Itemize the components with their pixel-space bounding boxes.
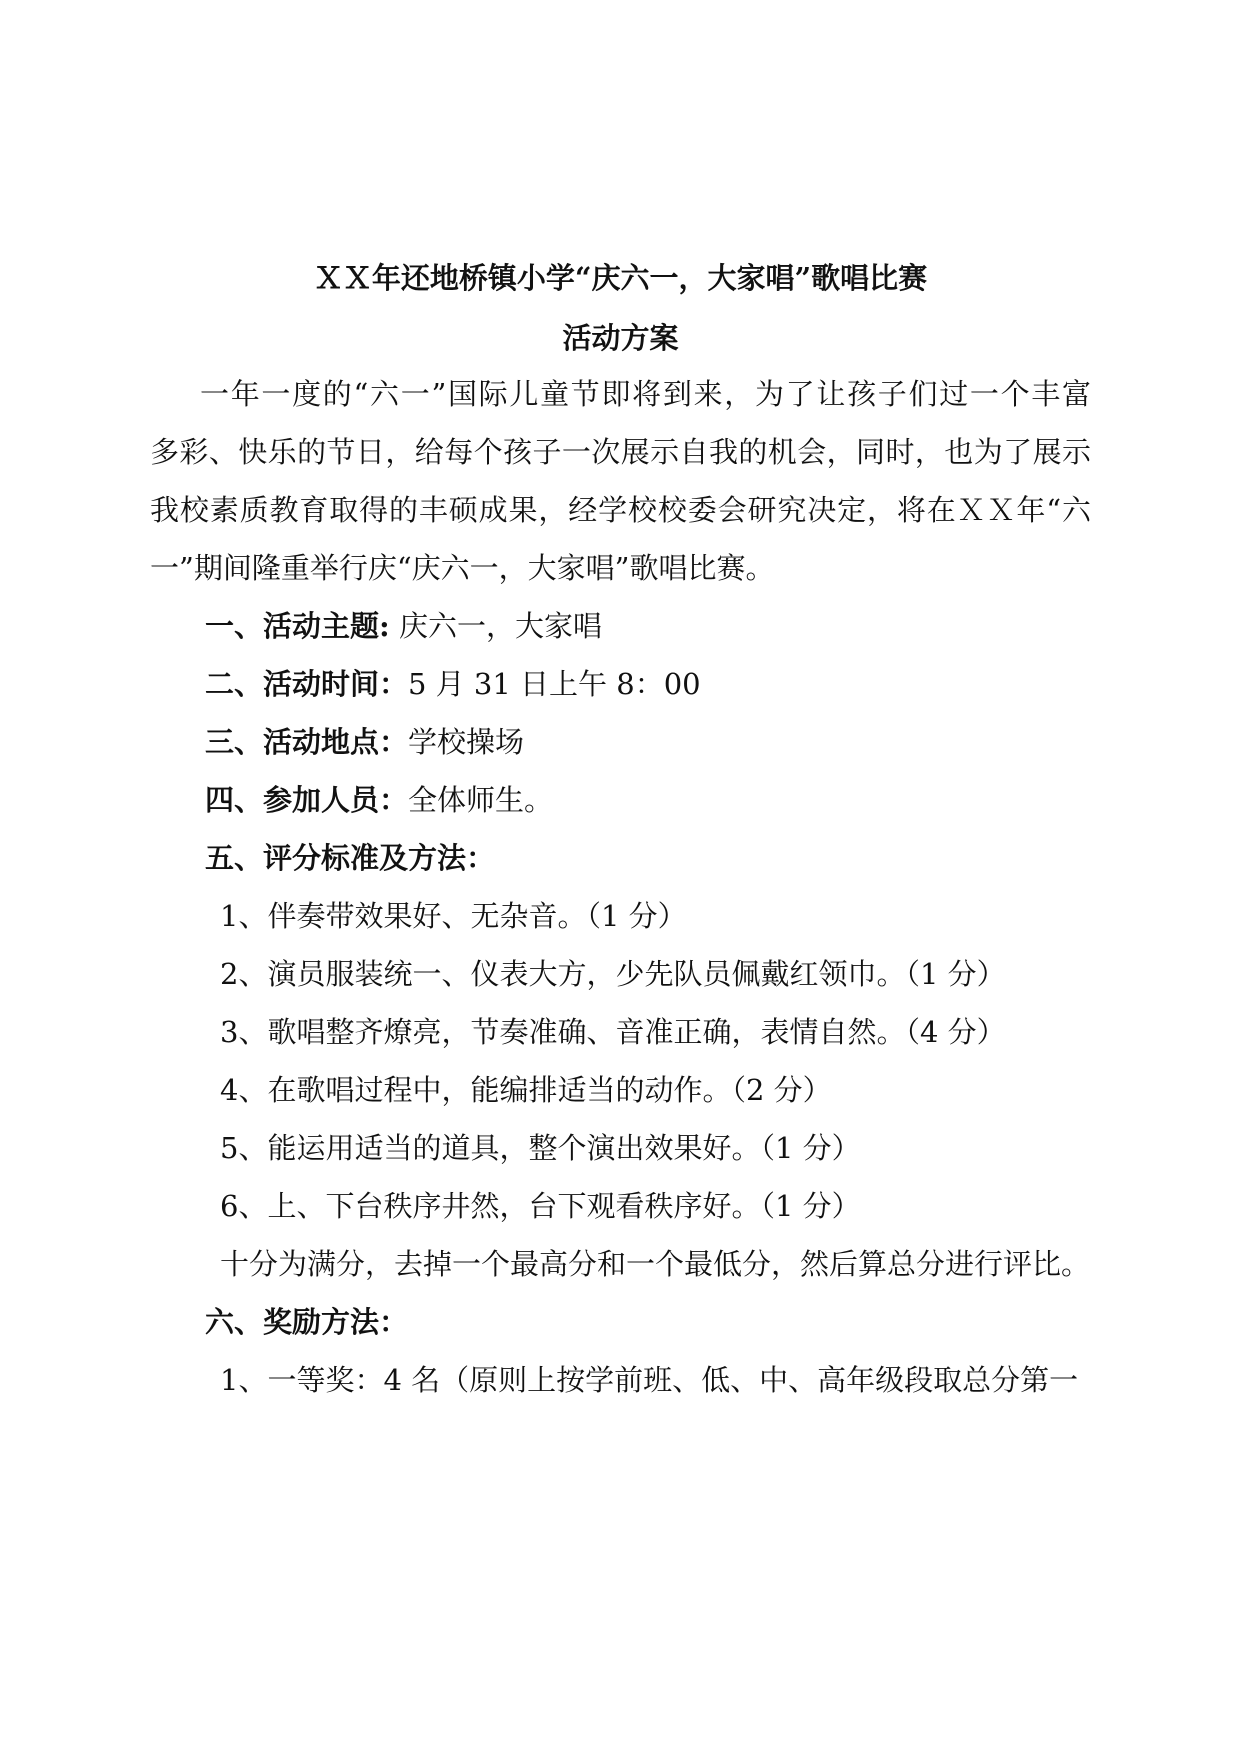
- intro-text: 一”期间隆重举行庆“庆六一，大家唱”歌唱比赛。: [150, 551, 775, 585]
- criteria-item: 4、在歌唱过程中，能编排适当的动作。（2 分）: [220, 1073, 832, 1107]
- intro-paragraph-line: [150, 490, 1091, 530]
- section-theme: [205, 606, 602, 646]
- section-value: 学校操场: [408, 725, 525, 759]
- section-location: [205, 722, 524, 762]
- section-separator: :: [379, 609, 390, 643]
- intro-paragraph-line: [150, 432, 1091, 472]
- section-label: 一、活动主题: [205, 609, 380, 643]
- section-value: 全体师生。: [408, 783, 554, 817]
- intro-text: 一年一度的“六一”国际儿童节即将到来，为了让孩子们过一个丰富: [200, 377, 1091, 411]
- criteria-item: 5、能运用适当的道具，整个演出效果好。（1 分）: [220, 1131, 861, 1165]
- criteria-item: 1、伴奏带效果好、无杂音。（1 分）: [220, 899, 687, 933]
- section-value: 5 月 31 日上午 8：00: [408, 667, 701, 701]
- intro-text: 多彩、快乐的节日，给每个孩子一次展示自我的机会，同时，也为了展示: [150, 435, 1091, 469]
- scoring-note: 十分为满分，去掉一个最高分和一个最低分，然后算总分进行评比。: [220, 1247, 1091, 1281]
- section-label: 二、活动时间：: [205, 667, 409, 701]
- criteria-item: 6、上、下台秩序井然，台下观看秩序好。（1 分）: [220, 1189, 861, 1223]
- section-participants: [205, 780, 553, 820]
- document-subtitle: 活动方案: [562, 321, 679, 355]
- criteria-item: 3、歌唱整齐燎亮，节奏准确、音准正确，表情自然。（4 分）: [220, 1015, 1006, 1049]
- award-item: 1、一等奖：4 名（原则上按学前班、低、中、高年级段取总分第一: [220, 1363, 1079, 1397]
- intro-paragraph-line: [150, 548, 774, 588]
- section-scoring-heading: 五、评分标准及方法：: [205, 841, 496, 875]
- intro-text: 我校素质教育取得的丰硕成果，经学校校委会研究决定，将在ＸＸ年“六: [150, 493, 1091, 527]
- section-label: 三、活动地点：: [205, 725, 409, 759]
- section-time: [205, 664, 701, 704]
- section-award-heading: 六、奖励方法：: [205, 1305, 409, 1339]
- criteria-item: 2、演员服装统一、仪表大方，少先队员佩戴红领巾。（1 分）: [220, 957, 1006, 991]
- document-title: ＸＸ年还地桥镇小学“庆六一，大家唱”歌唱比赛: [313, 261, 928, 295]
- section-value: 庆六一，大家唱: [389, 609, 602, 643]
- section-label: 四、参加人员：: [205, 783, 409, 817]
- intro-paragraph-line: [150, 374, 1091, 414]
